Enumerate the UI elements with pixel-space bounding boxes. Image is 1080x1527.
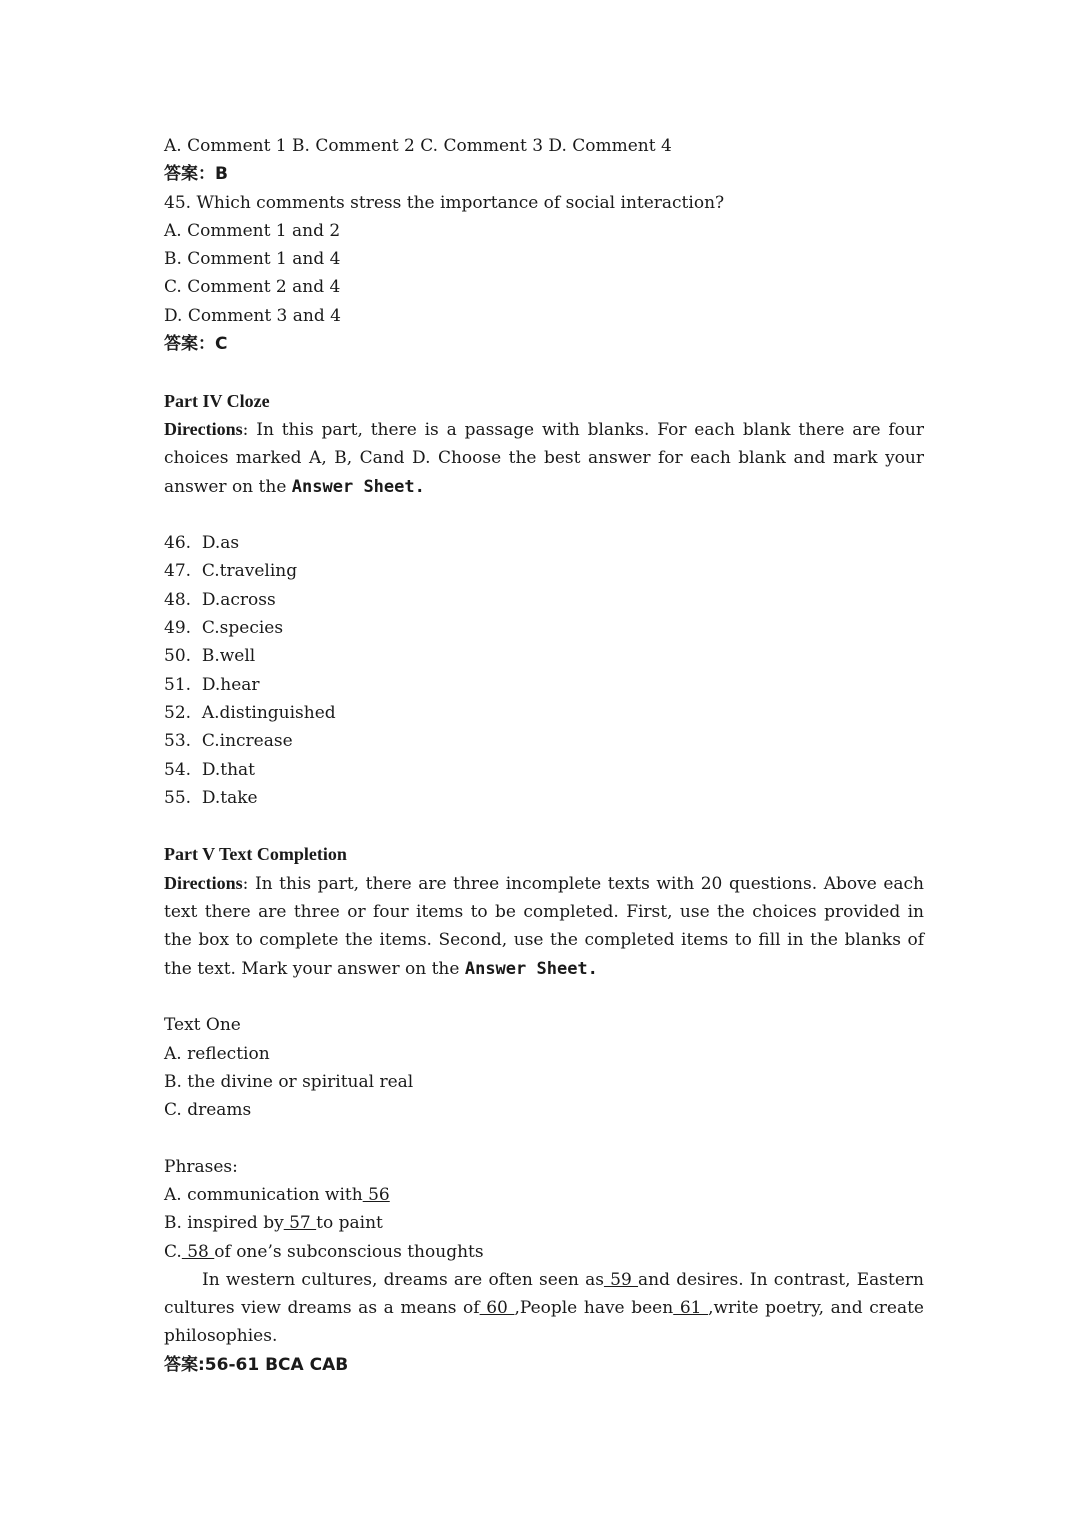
cloze-answer-55: 55. D.take — [164, 787, 258, 808]
passage-part-2: and desires. In contrast, Eastern cultures view dreams as a means of — [164, 1269, 924, 1319]
phrase-c-post: of one’s subconscious thoughts — [214, 1241, 484, 1262]
cloze-answer-52: 52. A.distinguished — [164, 702, 336, 723]
part5-answer-sheet: Answer Sheet. — [464, 958, 598, 979]
cloze-answer-49: 49. C.species — [164, 618, 284, 639]
text-one-choice-c: C. dreams — [164, 1100, 252, 1121]
phrase-b-text: B. inspired by — [164, 1213, 284, 1234]
cloze-answer-54: 54. D.that — [164, 759, 256, 780]
document-page — [164, 132, 924, 1379]
passage-part-1: In western cultures, dreams are often seen as — [202, 1269, 604, 1290]
part4-answer-sheet: Answer Sheet. — [291, 476, 425, 497]
phrase-b-post: to paint — [316, 1213, 383, 1234]
passage-part-3: ,People have been — [514, 1298, 674, 1319]
text-one-choice-b: B. the divine or spiritual real — [164, 1071, 414, 1092]
text-one-passage — [164, 1266, 924, 1351]
phrase-c-text: C. — [164, 1241, 182, 1262]
part4-title: Part IV Cloze — [164, 390, 270, 411]
text-one-title: Text One — [164, 1015, 241, 1036]
part4-directions-label: Directions — [164, 418, 243, 439]
part5-directions-label: Directions — [164, 872, 243, 893]
cloze-answer-50: 50. B.well — [164, 646, 256, 667]
q45-option-c: C. Comment 2 and 4 — [164, 277, 341, 298]
q45-option-a: A. Comment 1 and 2 — [164, 220, 341, 241]
q44-answer: 答案：B — [164, 164, 228, 185]
blank-61: 61 — [673, 1298, 709, 1319]
cloze-answer-46: 46. D.as — [164, 533, 240, 554]
phrase-c — [164, 1238, 924, 1266]
phrase-a-text: A. communication with — [164, 1184, 363, 1205]
passage-part-4: ,write poetry, and create philosophies. — [164, 1298, 924, 1347]
phrases-label: Phrases: — [164, 1156, 238, 1177]
q45-answer: 答案：C — [164, 334, 228, 355]
q45-question: 45. Which comments stress the importance of social interaction? — [164, 192, 725, 213]
part5-directions-text: : In this part, there are three incomplete texts with 20 questions. Above each text there are three or four items to be completed. First, use the choices provided in the box to complete the items. Second, use the completed items to fill in the blanks of the text. Mark your answer on the — [164, 873, 924, 979]
blank-57: 57 — [283, 1213, 317, 1234]
cloze-answer-53: 53. C.increase — [164, 731, 293, 752]
part5-title: Part V Text Completion — [164, 844, 347, 865]
blank-56: 56 — [362, 1184, 390, 1205]
blank-60: 60 — [479, 1298, 515, 1319]
phrase-b — [164, 1209, 924, 1237]
cloze-answer-51: 51. D.hear — [164, 674, 260, 695]
text-one-choice-a: A. reflection — [164, 1043, 270, 1064]
part4-directions — [164, 415, 924, 501]
q45-option-b: B. Comment 1 and 4 — [164, 249, 341, 270]
blank-58: 58 — [181, 1241, 215, 1262]
phrase-a — [164, 1181, 924, 1209]
cloze-answer-47: 47. C.traveling — [164, 561, 298, 582]
part5-directions — [164, 869, 924, 983]
cloze-answer-48: 48. D.across — [164, 589, 276, 610]
part4-directions-text: : In this part, there is a passage with blanks. For each blank there are four choices marked A, B, Cand D. Choose the best answer for each blank and mark your answer on the — [164, 419, 924, 497]
text-one-answer: 答案:56-61 BCA CAB — [164, 1354, 349, 1375]
q44-options: A. Comment 1 B. Comment 2 C. Comment 3 D. Comment 4 — [164, 136, 672, 156]
q45-option-d: D. Comment 3 and 4 — [164, 305, 341, 326]
blank-59: 59 — [603, 1269, 639, 1290]
